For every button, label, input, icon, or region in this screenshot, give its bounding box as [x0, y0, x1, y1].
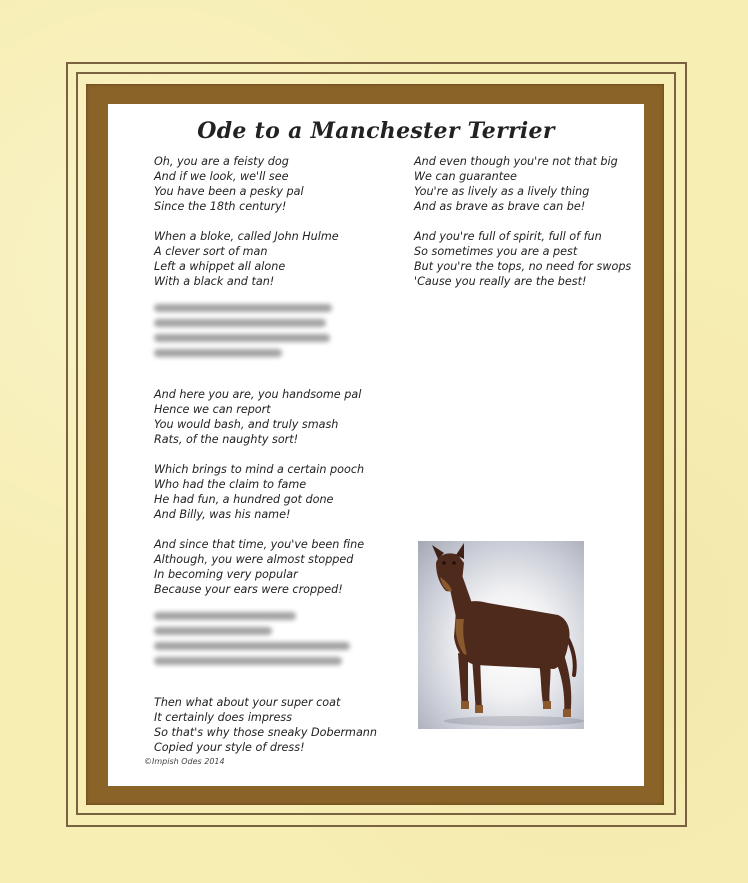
- poem-line: Since the 18th century!: [154, 200, 287, 213]
- blurred-stanza: [154, 612, 384, 665]
- poem-line: Left a whippet all alone: [154, 260, 286, 273]
- poem-line: 'Cause you really are the best!: [414, 275, 587, 288]
- stanza-2: [154, 229, 384, 289]
- poem-line: Which brings to mind a certain pooch: [154, 463, 365, 476]
- poem-line: A clever sort of man: [154, 245, 268, 258]
- poem-line: Copied your style of dress!: [154, 741, 305, 754]
- manchester-terrier-illustration: [418, 541, 584, 729]
- copyright-credit: ©Impish Odes 2014: [144, 757, 225, 766]
- poem-line: And Billy, was his name!: [154, 508, 291, 521]
- poem-line: So that's why those sneaky Dobermann: [154, 726, 377, 739]
- poem-line: You're as lively as a lively thing: [414, 185, 590, 198]
- poem-line: You have been a pesky pal: [154, 185, 304, 198]
- right-column: [414, 154, 644, 304]
- stanza-4: [154, 462, 384, 522]
- poem-line: Because your ears were cropped!: [154, 583, 343, 596]
- poem-line: It certainly does impress: [154, 711, 293, 724]
- poem-line: Who had the claim to fame: [154, 478, 307, 491]
- left-column: [154, 154, 384, 770]
- poem-line: We can guarantee: [414, 170, 517, 183]
- dog-photo: [418, 541, 584, 729]
- poem-line: And even though you're not that big: [414, 155, 618, 168]
- poem-line: You would bash, and truly smash: [154, 418, 339, 431]
- stanza-5: [154, 537, 384, 597]
- blurred-stanza: [154, 304, 384, 357]
- poem-line: In becoming very popular: [154, 568, 298, 581]
- poem-line: And as brave as brave can be!: [414, 200, 586, 213]
- poem-line: He had fun, a hundred got done: [154, 493, 334, 506]
- stanza-r2: [414, 229, 644, 289]
- stanza-6: [154, 695, 384, 755]
- poem-sheet: [108, 104, 644, 786]
- stanza-1: [154, 154, 384, 214]
- poem-line: Hence we can report: [154, 403, 271, 416]
- poem-line: So sometimes you are a pest: [414, 245, 578, 258]
- stanza-3: [154, 387, 384, 447]
- poem-line: Rats, of the naughty sort!: [154, 433, 299, 446]
- poem-line: But you're the tops, no need for swops: [414, 260, 632, 273]
- poem-line: Oh, you are a feisty dog: [154, 155, 289, 168]
- poem-line: And since that time, you've been fine: [154, 538, 365, 551]
- poem-line: And if we look, we'll see: [154, 170, 289, 183]
- stanza-r1: [414, 154, 644, 214]
- poem-line: And you're full of spirit, full of fun: [414, 230, 602, 243]
- poem-line: When a bloke, called John Hulme: [154, 230, 339, 243]
- poem-title: Ode to a Manchester Terrier: [197, 118, 555, 144]
- poem-line: Then what about your super coat: [154, 696, 341, 709]
- poem-line: And here you are, you handsome pal: [154, 388, 362, 401]
- poem-line: With a black and tan!: [154, 275, 275, 288]
- poem-line: Although, you were almost stopped: [154, 553, 354, 566]
